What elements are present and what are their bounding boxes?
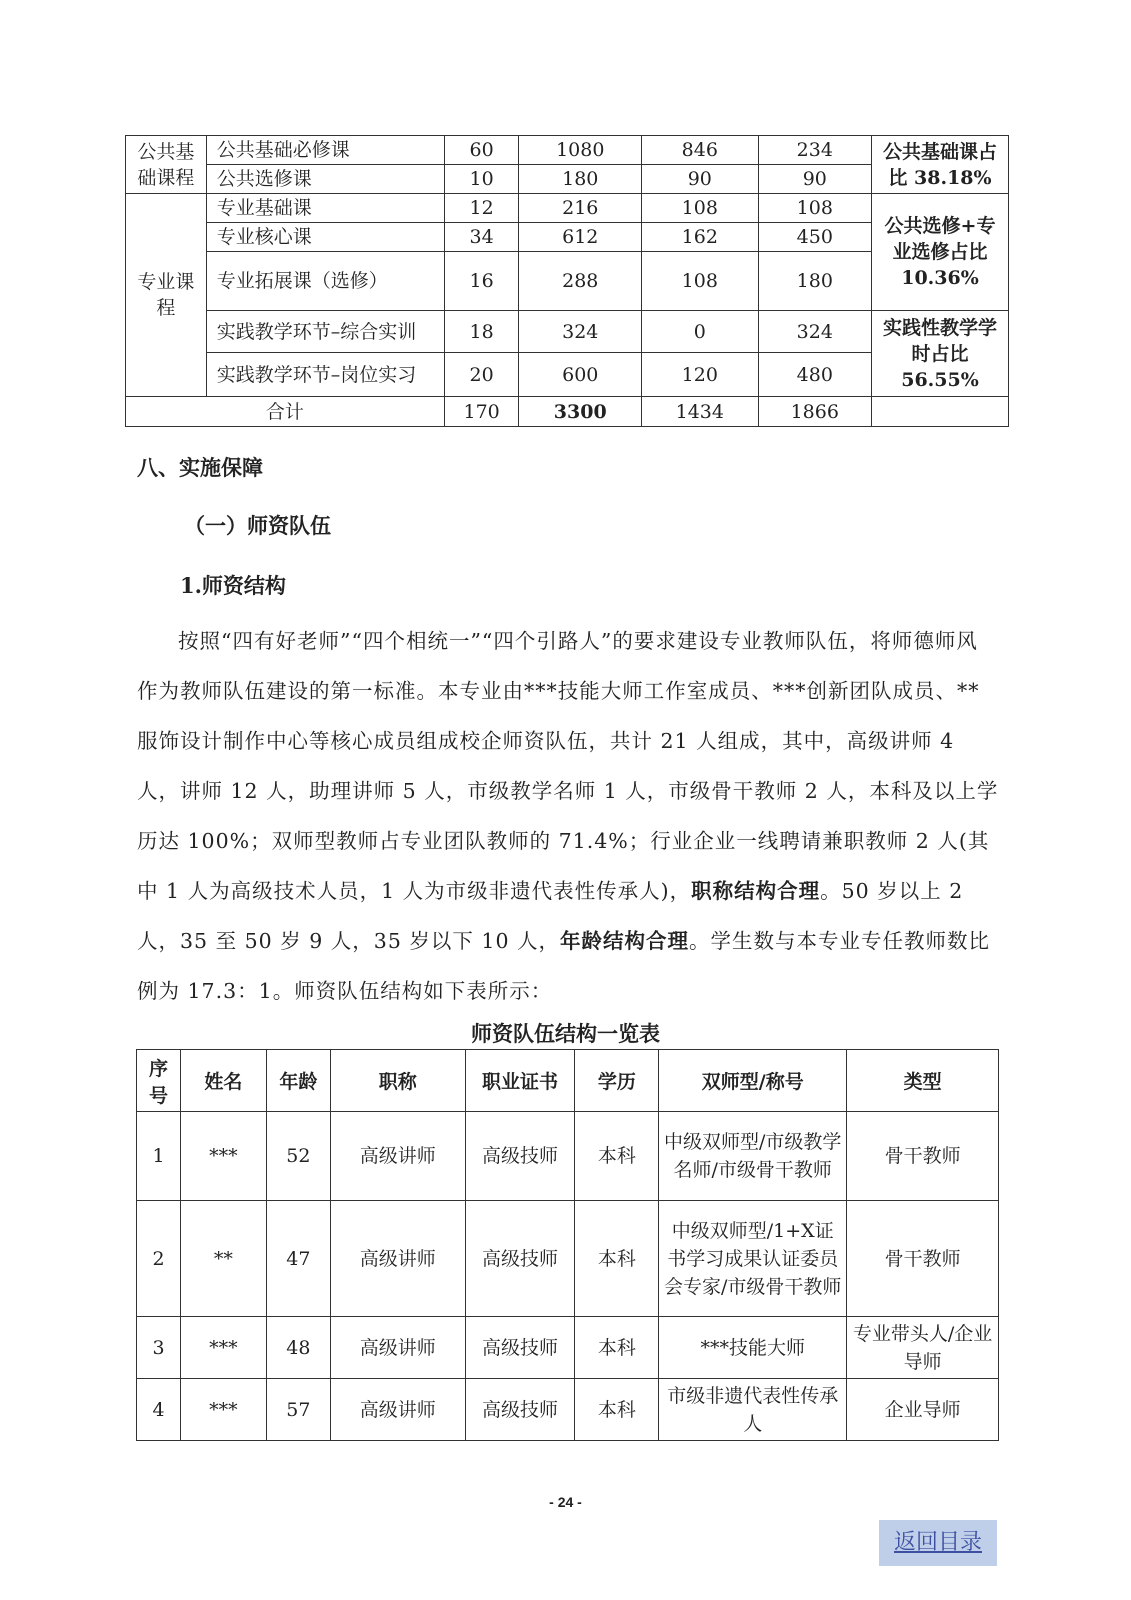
paragraph-text: 。学生数与本专业专任教师数比例为 17.3：1。师资队伍结构如下表所示： xyxy=(137,929,991,1003)
table-cell: 高级讲师 xyxy=(330,1379,465,1441)
table-cell: 3 xyxy=(137,1317,181,1379)
course-name: 公共选修课 xyxy=(206,165,444,194)
table-cell: 1 xyxy=(137,1112,181,1201)
theory-hours-cell: 108 xyxy=(642,194,759,223)
table-cell: 本科 xyxy=(575,1112,659,1201)
ratio-cell: 公共选修+专业选修占比10.36% xyxy=(872,194,1009,311)
total-practice: 1866 xyxy=(758,397,871,427)
credits-cell: 60 xyxy=(444,136,519,165)
table-cell: 高级技师 xyxy=(465,1317,575,1379)
theory-hours-cell: 162 xyxy=(642,223,759,252)
total-hours-cell: 180 xyxy=(519,165,642,194)
ratio-cell: 公共基础课占比 38.18% xyxy=(872,136,1009,194)
credits-cell: 12 xyxy=(444,194,519,223)
table-row xyxy=(137,1112,999,1201)
total-hours: 3300 xyxy=(519,397,642,427)
table-cell: 骨干教师 xyxy=(847,1112,999,1201)
theory-hours-cell: 108 xyxy=(642,252,759,311)
table-title: 师资队伍结构一览表 xyxy=(471,1021,660,1046)
credits-cell: 16 xyxy=(444,252,519,311)
table-cell: 本科 xyxy=(575,1201,659,1317)
ratio-cell: 实践性教学学时占比56.55% xyxy=(872,311,1009,397)
subsection-heading: （一）师资队伍 xyxy=(184,513,331,538)
sub-heading: 1.师资结构 xyxy=(180,573,286,598)
header-cell: 姓名 xyxy=(180,1050,266,1112)
header-cell: 类型 xyxy=(847,1050,999,1112)
total-empty-cell xyxy=(872,397,1009,427)
group-cell-public: 公共基础课程 xyxy=(126,136,207,194)
table-cell: 高级讲师 xyxy=(330,1317,465,1379)
theory-hours-cell: 120 xyxy=(642,353,759,397)
header-cell: 职称 xyxy=(330,1050,465,1112)
practice-hours-cell: 108 xyxy=(758,194,871,223)
table-cell: 本科 xyxy=(575,1379,659,1441)
total-hours-cell: 612 xyxy=(519,223,642,252)
practice-hours-cell: 480 xyxy=(758,353,871,397)
total-hours-cell: 600 xyxy=(519,353,642,397)
table-cell: 2 xyxy=(137,1201,181,1317)
theory-hours-cell: 0 xyxy=(642,311,759,353)
header-cell: 双师型/称号 xyxy=(659,1050,847,1112)
table-cell: *** xyxy=(180,1379,266,1441)
total-hours-cell: 216 xyxy=(519,194,642,223)
table-cell: 48 xyxy=(266,1317,330,1379)
table-row xyxy=(137,1317,999,1379)
group-cell-professional: 专业课程 xyxy=(126,194,207,397)
paragraph-text: 按照“四有好老师”“四个相统一”“四个引路人”的要求建设专业教师队伍，将师德师风作为教师队伍建设的第一标准。本专业由***技能大师工作室成员、***创新团队成员、**服饰设计制作中心等核心成员组成校企师资队伍，共计 21 人组成，其中，高级讲师 4 人，讲师 12 人，助理讲师 5 人，市级教学名师 1 人，市级骨干教师 2 人，本科及以上学历达 100%；双师型教师占专业团队教师的 71.4%；行业企业一线聘请兼职教师 2 人(其中 1 人为高级技术人员，1 人为市级非遗代表性传承人)， xyxy=(137,629,999,903)
practice-hours-cell: 324 xyxy=(758,311,871,353)
credits-cell: 18 xyxy=(444,311,519,353)
section-heading: 八、实施保障 xyxy=(137,455,263,480)
total-credits: 170 xyxy=(444,397,519,427)
paragraph-text: 。50 岁以上 2 人，35 至 50 岁 9 人，35 岁以下 10 人， xyxy=(137,879,964,953)
course-name: 专业核心课 xyxy=(206,223,444,252)
table-cell: 专业带头人/企业导师 xyxy=(847,1317,999,1379)
header-cell: 学历 xyxy=(575,1050,659,1112)
table-cell: *** xyxy=(180,1112,266,1201)
practice-hours-cell: 180 xyxy=(758,252,871,311)
table-cell: 骨干教师 xyxy=(847,1201,999,1317)
practice-hours-cell: 234 xyxy=(758,136,871,165)
theory-hours-cell: 846 xyxy=(642,136,759,165)
table-cell: ***技能大师 xyxy=(659,1317,847,1379)
course-name: 实践教学环节–岗位实习 xyxy=(206,353,444,397)
course-name: 公共基础必修课 xyxy=(206,136,444,165)
table-cell: 4 xyxy=(137,1379,181,1441)
practice-hours-cell: 90 xyxy=(758,165,871,194)
table-cell: 中级双师型/市级教学名师/市级骨干教师 xyxy=(659,1112,847,1201)
table-cell: 高级技师 xyxy=(465,1112,575,1201)
table-cell: 高级讲师 xyxy=(330,1112,465,1201)
table-cell: ** xyxy=(180,1201,266,1317)
table-cell: 高级技师 xyxy=(465,1379,575,1441)
practice-hours-cell: 450 xyxy=(758,223,871,252)
table-cell: 中级双师型/1+X证书学习成果认证委员会专家/市级骨干教师 xyxy=(659,1201,847,1317)
table-cell: 52 xyxy=(266,1112,330,1201)
table-cell: 市级非遗代表性传承人 xyxy=(659,1379,847,1441)
course-name: 专业拓展课（选修） xyxy=(206,252,444,311)
total-hours-cell: 1080 xyxy=(519,136,642,165)
table-cell: 47 xyxy=(266,1201,330,1317)
course-name: 实践教学环节–综合实训 xyxy=(206,311,444,353)
total-theory: 1434 xyxy=(642,397,759,427)
header-cell: 职业证书 xyxy=(465,1050,575,1112)
theory-hours-cell: 90 xyxy=(642,165,759,194)
table-cell: 高级讲师 xyxy=(330,1201,465,1317)
teacher-structure-paragraph xyxy=(137,616,999,1016)
total-hours-cell: 324 xyxy=(519,311,642,353)
paragraph-emphasis: 职称结构合理 xyxy=(691,879,821,903)
table-row xyxy=(137,1201,999,1317)
table-cell: 企业导师 xyxy=(847,1379,999,1441)
table-cell: 本科 xyxy=(575,1317,659,1379)
total-label: 合计 xyxy=(126,397,445,427)
back-to-contents-button[interactable]: 返回目录 xyxy=(879,1520,997,1566)
total-hours-cell: 288 xyxy=(519,252,642,311)
table-row xyxy=(137,1379,999,1441)
header-cell: 年龄 xyxy=(266,1050,330,1112)
table-cell: *** xyxy=(180,1317,266,1379)
course-name: 专业基础课 xyxy=(206,194,444,223)
paragraph-emphasis: 年龄结构合理 xyxy=(560,929,690,953)
page-number: - 24 - xyxy=(549,1494,582,1510)
table-cell: 高级技师 xyxy=(465,1201,575,1317)
course-hours-table xyxy=(125,135,1009,427)
teacher-table xyxy=(136,1049,999,1441)
credits-cell: 10 xyxy=(444,165,519,194)
header-cell: 序号 xyxy=(137,1050,181,1112)
credits-cell: 20 xyxy=(444,353,519,397)
credits-cell: 34 xyxy=(444,223,519,252)
table-cell: 57 xyxy=(266,1379,330,1441)
